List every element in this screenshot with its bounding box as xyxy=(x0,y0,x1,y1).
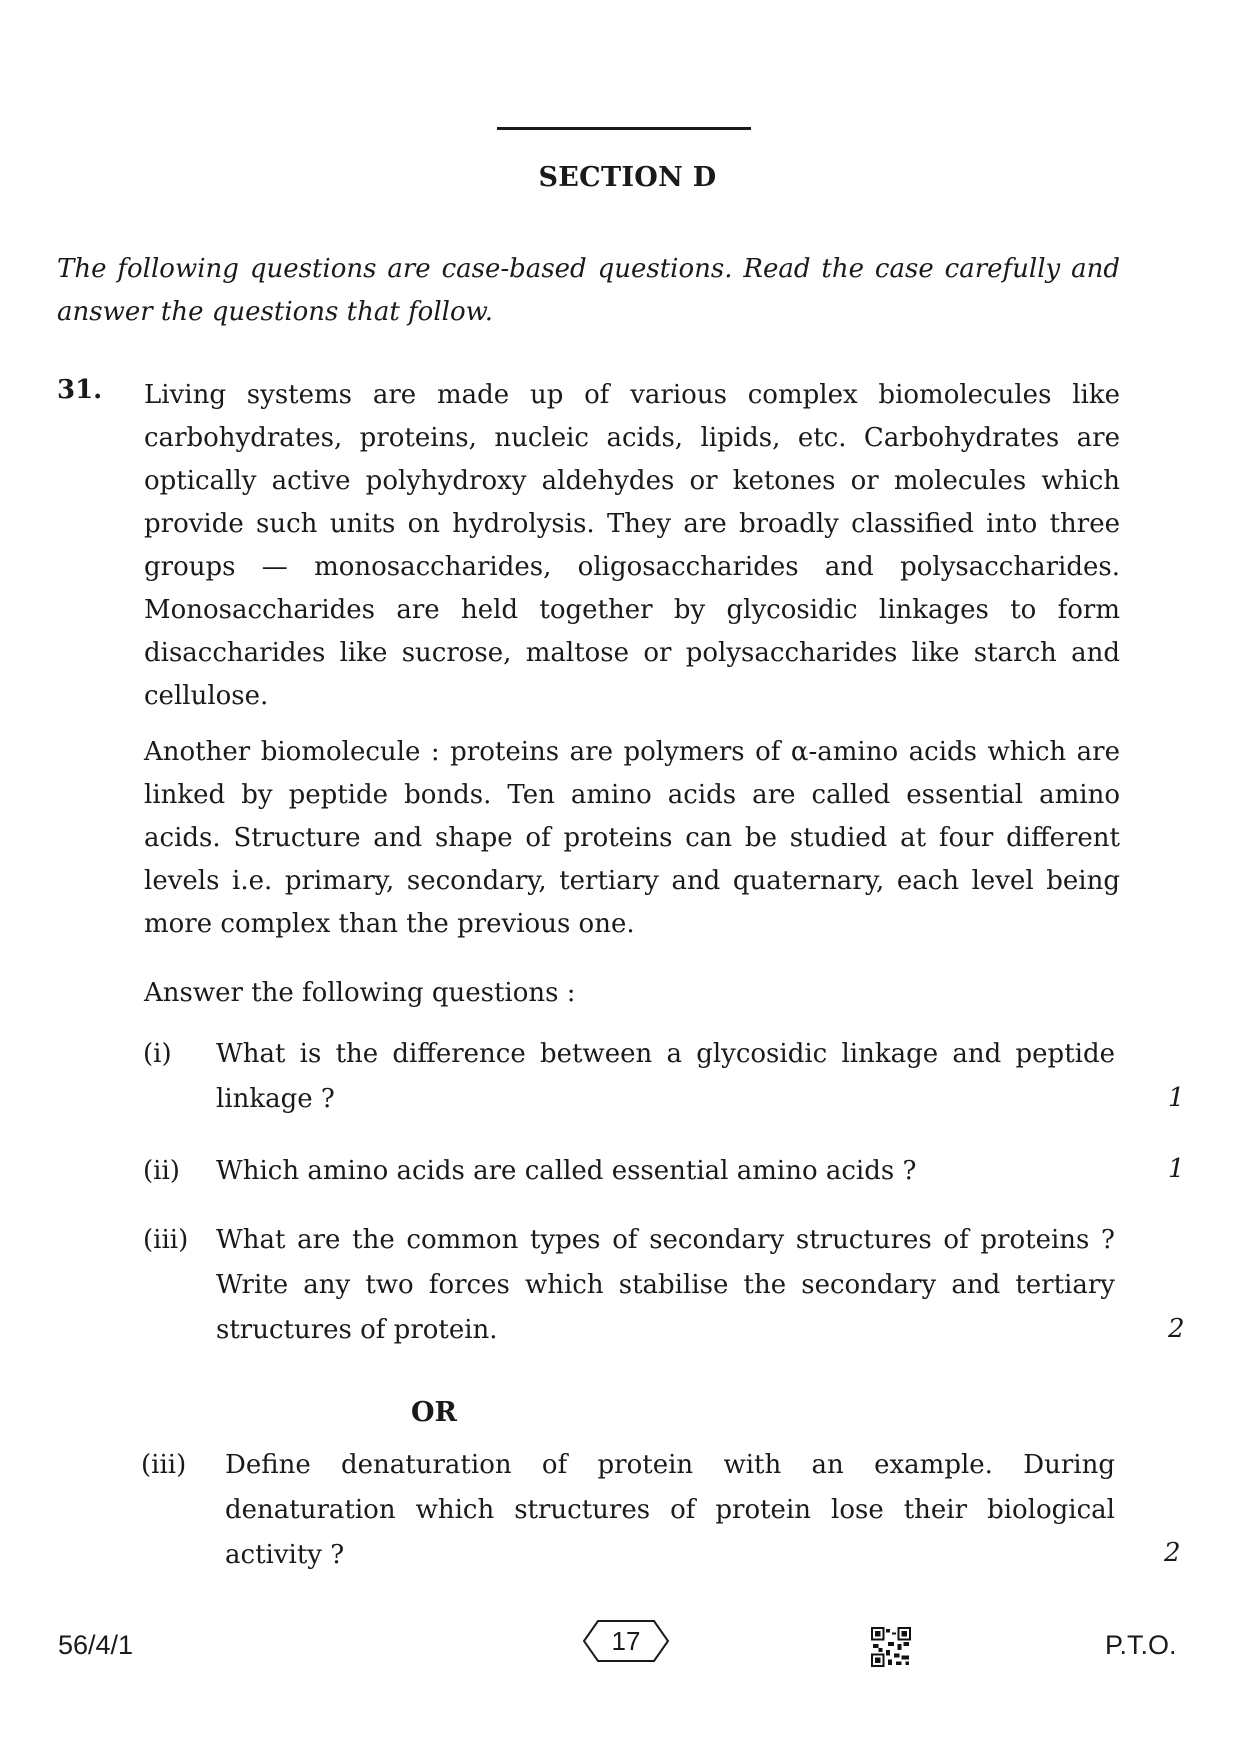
paper-code: 56/4/1 xyxy=(58,1630,134,1660)
subquestion-label: (iii) xyxy=(143,1225,189,1255)
subquestion-marks: 2 xyxy=(1164,1538,1181,1568)
subquestion-text: What are the common types of secondary structures of proteins ? Write any two forces which stabilise the secondary and tertiary structures of protein. xyxy=(216,1225,1115,1345)
subquestion-text: Define denaturation of protein with an example. During denaturation which structures of protein lose their biological activity ? xyxy=(225,1450,1115,1570)
subquestion-label: (i) xyxy=(143,1039,172,1069)
section-instructions: The following questions are case-based questions. Read the case carefully and answer the questions that follow. xyxy=(57,254,1120,327)
or-label: OR xyxy=(411,1397,457,1428)
case-paragraph-proteins: Another biomolecule : proteins are polymers of α-amino acids which are linked by peptide bonds. Ten amino acids are called essential amino acids. Structure and shape of proteins can be studied at four different levels i.e. primary, secondary, tertiary and quaternary, each level being more complex than the previous one. xyxy=(144,737,1120,939)
subquestion-label: (iii) xyxy=(141,1450,187,1480)
top-rule xyxy=(497,127,751,130)
section-title: SECTION D xyxy=(538,162,717,193)
answer-prompt: Answer the following questions : xyxy=(144,978,576,1008)
subquestion-text: What is the difference between a glycosidic linkage and peptide linkage ? xyxy=(216,1039,1115,1114)
please-turn-over: P.T.O. xyxy=(1105,1630,1177,1660)
subquestion-label: (ii) xyxy=(143,1156,180,1186)
subquestion-marks: 1 xyxy=(1168,1154,1185,1184)
question-number: 31. xyxy=(57,375,103,405)
subquestion-marks: 1 xyxy=(1168,1083,1185,1113)
page-number: 17 xyxy=(611,1626,641,1656)
qr-code-icon xyxy=(871,1627,911,1667)
page-number-badge xyxy=(570,1618,682,1664)
case-paragraph-carbohydrates: Living systems are made up of various complex biomolecules like carbohydrates, proteins, nucleic acids, lipids, etc. Carbohydrates are optically active polyhydroxy aldehydes or ketones or molecules which provide such units on hydrolysis. They are broadly classified into three groups — monosaccharides, oligosaccharides and polysaccharides. Monosaccharides are held together by glycosidic linkages to form disaccharides like sucrose, maltose or polysaccharides like starch and cellulose. xyxy=(144,380,1120,711)
subquestion-marks: 2 xyxy=(1168,1314,1185,1344)
subquestion-text: Which amino acids are called essential amino acids ? xyxy=(216,1156,917,1186)
